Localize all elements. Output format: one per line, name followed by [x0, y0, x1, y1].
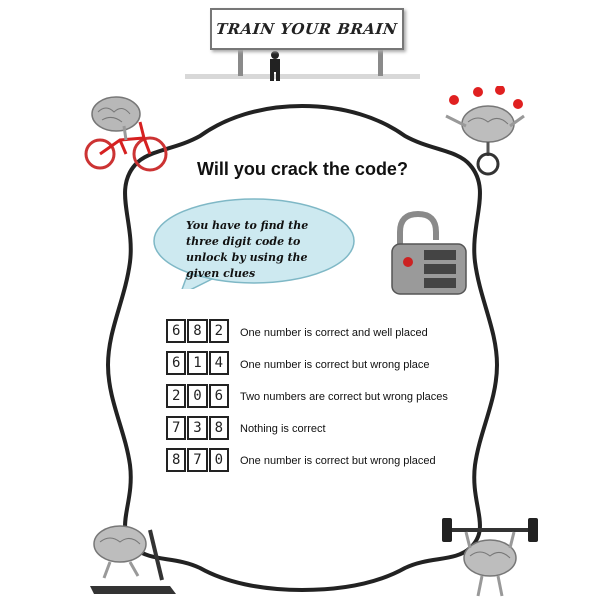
- code-digit: 8: [187, 319, 207, 343]
- clue-text: Nothing is correct: [240, 423, 326, 435]
- code-digit: 8: [209, 416, 229, 440]
- brain-weightlifter-icon: [440, 514, 540, 602]
- sign-title: TRAIN YOUR BRAIN: [215, 20, 399, 38]
- clue-text: One number is correct but wrong placed: [240, 455, 436, 467]
- code-box: [166, 384, 230, 408]
- code-box: [166, 448, 230, 472]
- code-digit: 2: [209, 319, 229, 343]
- clue-text: One number is correct and well placed: [240, 327, 428, 339]
- clue-text: Two numbers are correct but wrong places: [240, 391, 448, 403]
- code-digit: 7: [166, 416, 186, 440]
- code-box: [166, 319, 230, 343]
- instructions-text: You have to find the three digit code to unlock by using the given clues: [186, 219, 309, 280]
- code-digit: 7: [187, 448, 207, 472]
- code-digit: 0: [187, 384, 207, 408]
- code-digit: 8: [166, 448, 186, 472]
- combination-lock-icon: [388, 210, 470, 298]
- code-digit: 6: [209, 384, 229, 408]
- code-digit: 4: [209, 351, 229, 375]
- code-box: [166, 416, 230, 440]
- code-digit: 2: [166, 384, 186, 408]
- code-digit: 6: [166, 351, 186, 375]
- code-digit: 6: [166, 319, 186, 343]
- code-digit: 3: [187, 416, 207, 440]
- clue-text: One number is correct but wrong place: [240, 359, 430, 371]
- code-box: [166, 351, 230, 375]
- code-digit: 1: [187, 351, 207, 375]
- brain-treadmill-icon: [80, 520, 180, 604]
- code-digit: 0: [209, 448, 229, 472]
- page-title: Will you crack the code?: [197, 159, 408, 179]
